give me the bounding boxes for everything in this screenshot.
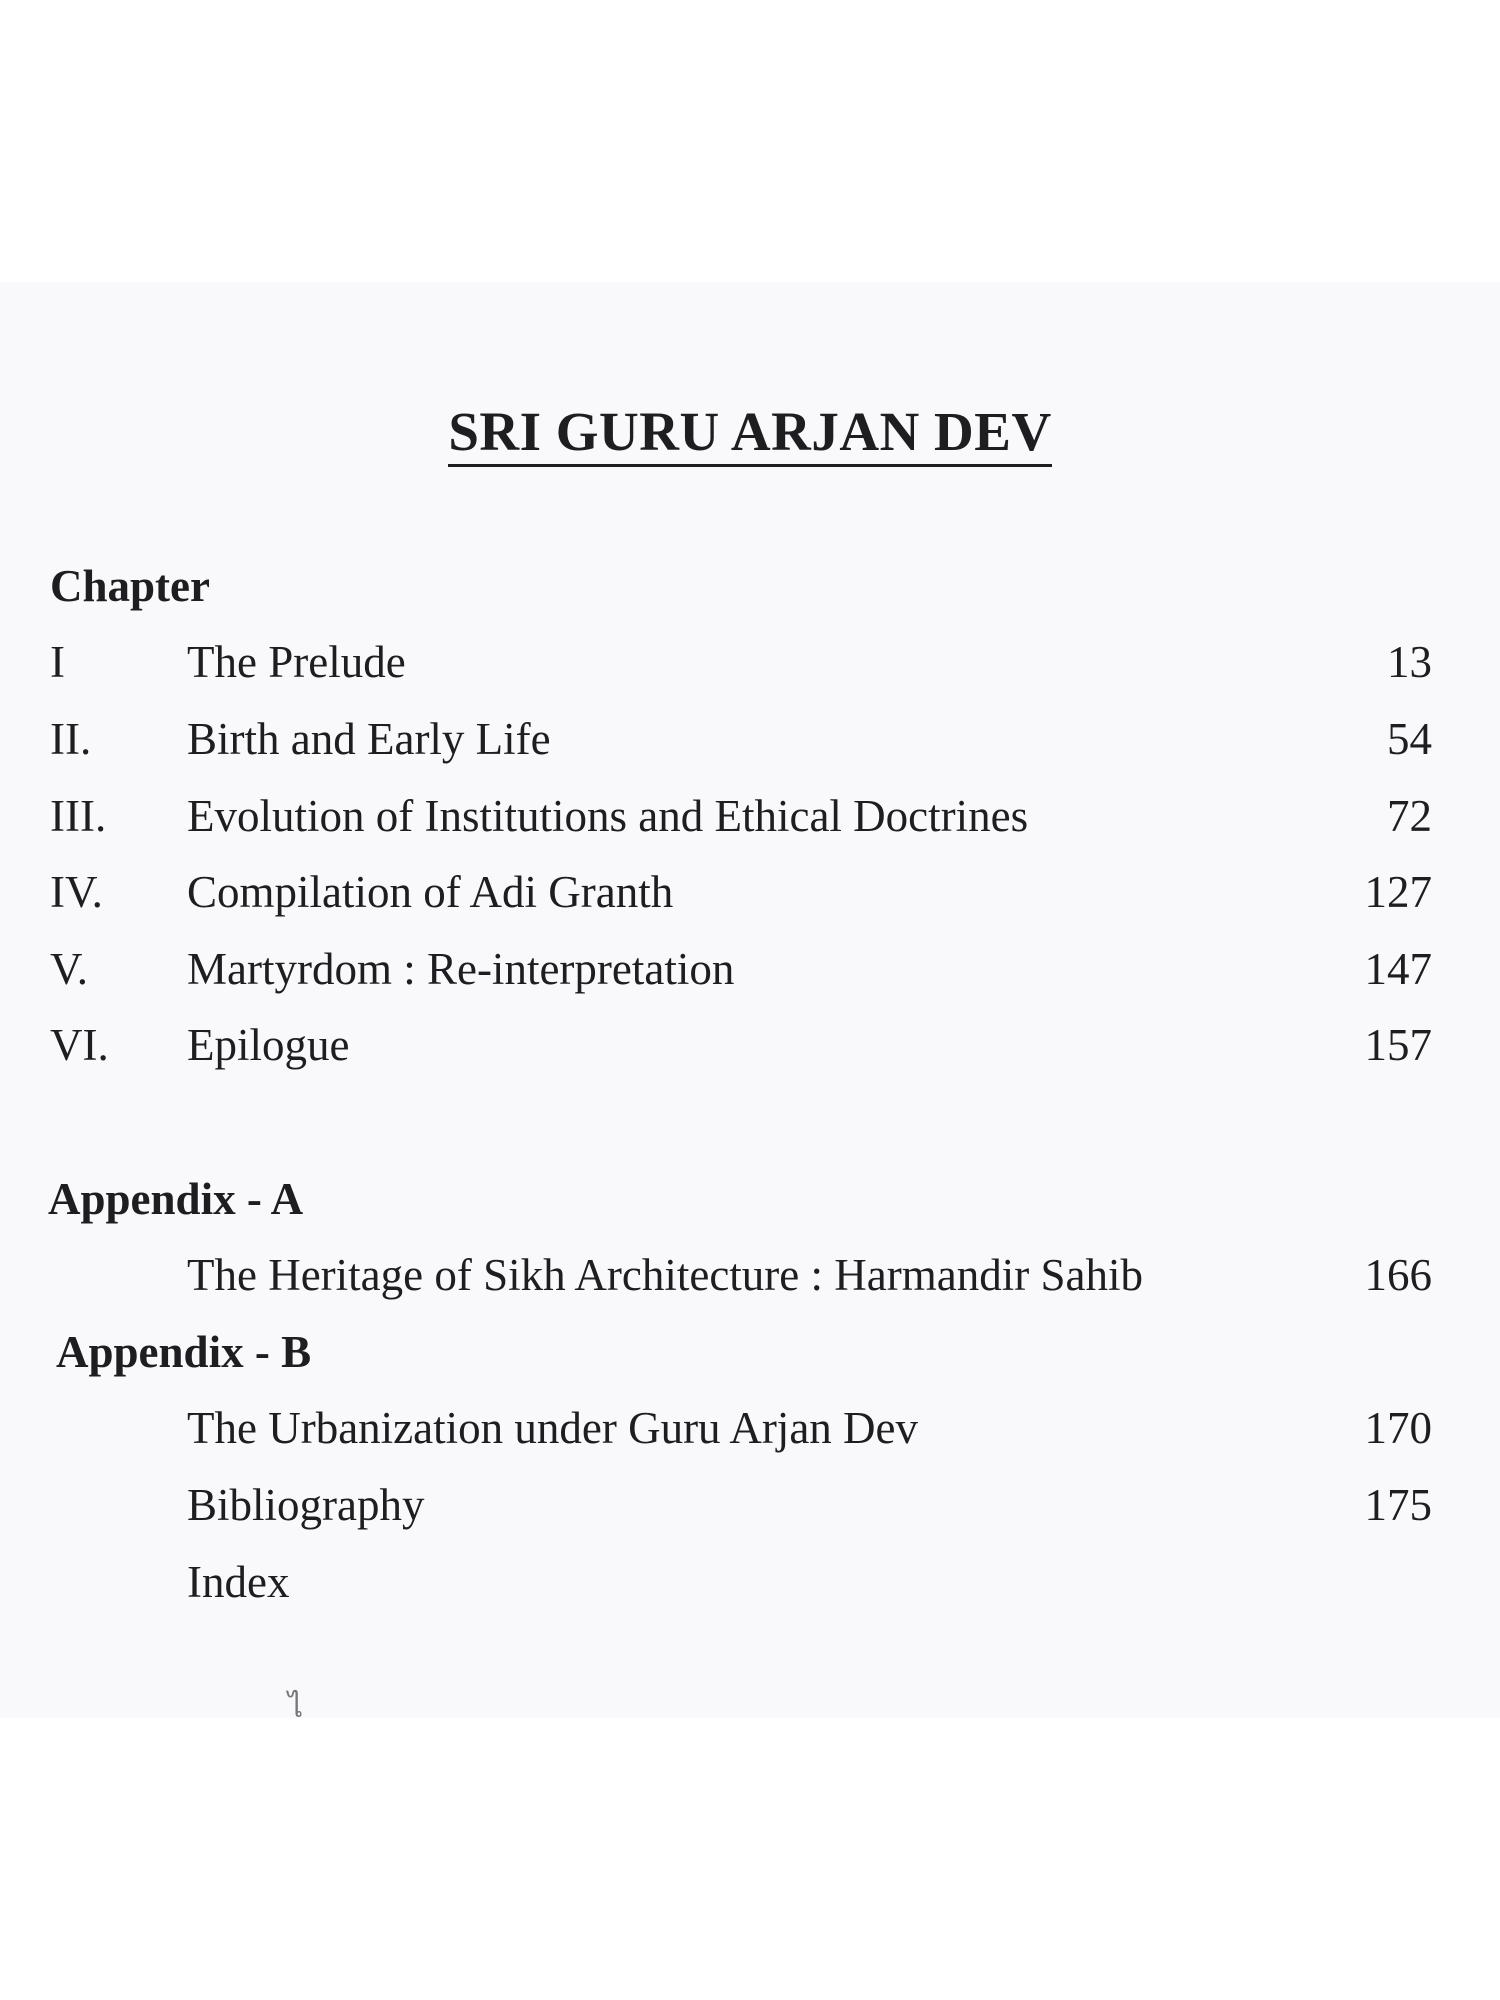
chapter-title: Evolution of Institutions and Ethical Doctrines — [187, 791, 1029, 841]
appendix-a-heading: Appendix - A — [48, 1174, 304, 1224]
toc-row-appendix-b-1 — [0, 1402, 1500, 1462]
page-number: 127 — [1364, 867, 1432, 917]
chapter-title: Martyrdom : Re-interpretation — [187, 944, 735, 994]
chapter-heading: Chapter — [50, 561, 210, 611]
page-number: 166 — [1364, 1250, 1432, 1300]
page-number: 72 — [1387, 791, 1432, 841]
chapter-number: II. — [50, 714, 92, 764]
page-number: 170 — [1364, 1403, 1432, 1453]
chapter-number: V. — [50, 944, 88, 994]
entry-title: Index — [187, 1557, 290, 1607]
appendix-b-heading: Appendix - B — [56, 1327, 312, 1377]
toc-row-chapter-1 — [0, 636, 1500, 696]
chapter-number: I — [50, 637, 65, 687]
toc-row-chapter-4 — [0, 866, 1500, 926]
chapter-title: Birth and Early Life — [187, 714, 551, 764]
entry-title: The Urbanization under Guru Arjan Dev — [187, 1403, 919, 1453]
toc-row-chapter-5 — [0, 943, 1500, 1003]
chapter-title: Epilogue — [187, 1020, 350, 1070]
toc-row-appendix-a-1 — [0, 1249, 1500, 1309]
entry-title: Bibliography — [187, 1480, 425, 1530]
toc-row-chapter-6 — [0, 1019, 1500, 1079]
entry-title: The Heritage of Sikh Architecture : Harmandir Sahib — [187, 1250, 1143, 1300]
page-number: 175 — [1364, 1480, 1432, 1530]
toc-row-index — [0, 1556, 1500, 1616]
book-title: SRI GURU ARJAN DEV — [0, 400, 1500, 463]
page-number: 54 — [1387, 714, 1432, 764]
page-number: 147 — [1364, 944, 1432, 994]
chapter-title: The Prelude — [187, 637, 406, 687]
toc-row-bibliography — [0, 1479, 1500, 1539]
page-number: 13 — [1387, 637, 1432, 687]
chapter-title: Compilation of Adi Granth — [187, 867, 674, 917]
stray-pen-mark: ไ — [288, 1691, 304, 1724]
chapter-number: IV. — [50, 867, 103, 917]
chapter-number: III. — [50, 791, 107, 841]
toc-row-chapter-3 — [0, 790, 1500, 850]
chapter-number: VI. — [50, 1020, 109, 1070]
toc-row-chapter-2 — [0, 713, 1500, 773]
page-number: 157 — [1364, 1020, 1432, 1070]
